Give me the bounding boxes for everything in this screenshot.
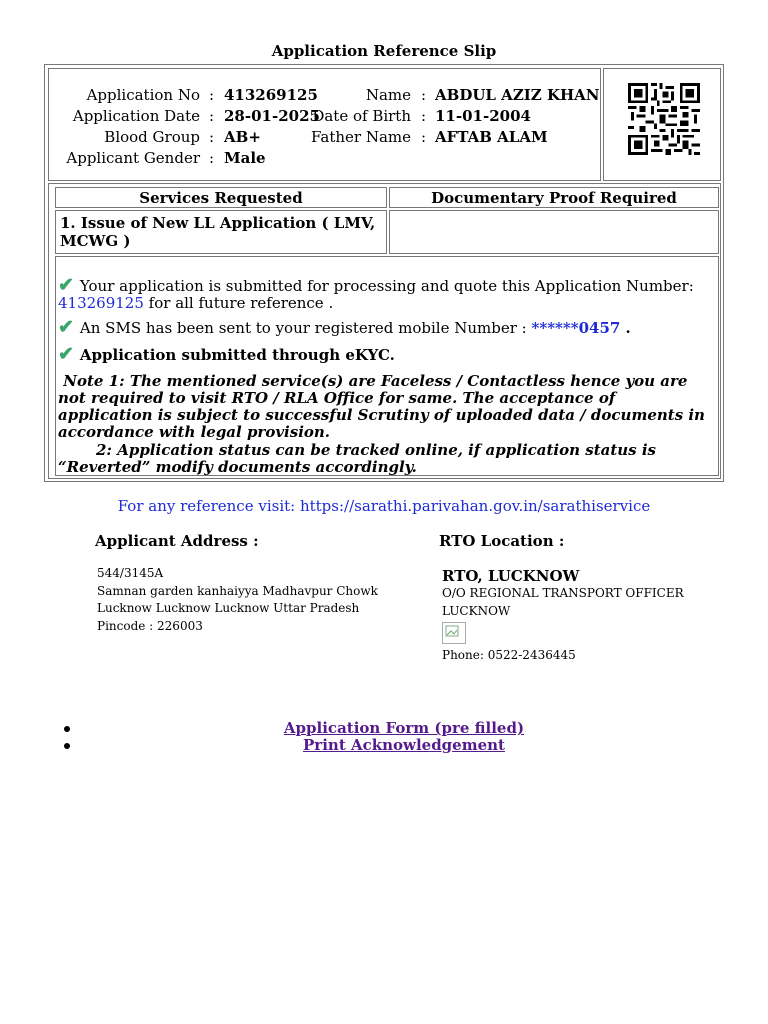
applicant-address-heading: Applicant Address :	[95, 532, 259, 550]
address-line: Samnan garden kanhaiyya Madhavpur Chowk	[97, 583, 378, 598]
address-line: 544/3145A	[97, 566, 164, 580]
note-text: Note 1: The mentioned service(s) are Faceless / Contactless hence you are not required to visit RTO / RLA Office for same. The acceptance of application is subject to successful Scrutiny of uploaded data / documents in accordance with legal provision.	[58, 372, 705, 441]
name-label: Name	[365, 86, 411, 104]
applicant-info	[48, 68, 601, 181]
message-text: An SMS has been sent to your registered mobile Number :	[79, 319, 532, 337]
page-title: Application Reference Slip	[271, 42, 497, 60]
broken-image-icon	[442, 622, 466, 644]
qr-code-icon	[628, 83, 700, 155]
app-date-value: 28-01-2025	[224, 107, 320, 125]
app-no-value: 413269125	[224, 86, 318, 104]
reference-slip-table	[44, 64, 724, 482]
dob-label: Date of Birth	[312, 107, 411, 125]
application-number: 413269125	[58, 294, 144, 312]
colon: :	[209, 149, 215, 167]
rto-city: LUCKNOW	[442, 603, 511, 618]
message-text: Application submitted through eKYC.	[79, 346, 395, 364]
rto-office-line: O/O REGIONAL TRANSPORT OFFICER	[442, 586, 684, 600]
address-line: Pincode : 226003	[97, 618, 203, 633]
list-item	[0, 737, 768, 754]
check-icon: ✔	[58, 274, 74, 296]
ekyc-message	[58, 343, 714, 365]
name-value: ABDUL AZIZ KHAN	[435, 86, 600, 104]
application-form-link[interactable]: Application Form (pre filled)	[283, 719, 525, 737]
reference-link-text: For any reference visit: https://sarathi.parivahan.gov.in/sarathiservice	[117, 497, 651, 515]
colon: :	[209, 128, 215, 146]
documentary-proof-header: Documentary Proof Required	[389, 187, 719, 208]
mobile-number: ******0457	[531, 319, 621, 337]
rto-name: RTO, LUCKNOW	[442, 567, 580, 585]
gender-label: Applicant Gender	[66, 149, 200, 167]
rto-location-heading: RTO Location :	[439, 532, 565, 550]
image-placeholder-icon	[443, 623, 465, 643]
note-1	[58, 373, 714, 441]
colon: :	[209, 107, 215, 125]
rto-office	[442, 585, 684, 620]
dob-value: 11-01-2004	[435, 107, 531, 125]
father-name-value: AFTAB ALAM	[435, 128, 548, 146]
note-text: 2: Application status can be tracked online, if application status is “Reverted” modify documents accordingly.	[58, 441, 656, 476]
services-requested-header: Services Requested	[55, 187, 387, 208]
father-name-label: Father Name	[310, 128, 411, 146]
address-line: Lucknow Lucknow Lucknow Uttar Pradesh	[97, 601, 360, 615]
message-box	[55, 256, 719, 476]
message-text: .	[620, 319, 631, 337]
colon: :	[421, 107, 427, 125]
check-icon: ✔	[58, 343, 74, 365]
service-item: 1. Issue of New LL Application ( LMV, MCWG )	[55, 210, 387, 254]
qr-code-cell	[603, 68, 721, 181]
blood-group-value: AB+	[224, 128, 261, 146]
blood-group-label: Blood Group	[104, 128, 200, 146]
services-table	[48, 183, 721, 479]
gender-value: Male	[224, 149, 266, 167]
colon: :	[209, 86, 215, 104]
message-text: Your application is submitted for processing and quote this Application Number:	[79, 277, 694, 295]
colon: :	[421, 128, 427, 146]
applicant-address	[97, 565, 378, 635]
app-no-label: Application No	[86, 86, 200, 104]
app-date-label: Application Date	[72, 107, 200, 125]
message-text: for all future reference .	[143, 294, 334, 312]
print-acknowledgement-link[interactable]: Print Acknowledgement	[303, 736, 505, 754]
check-icon: ✔	[58, 316, 74, 338]
sms-message	[58, 316, 714, 338]
note-2	[58, 442, 714, 476]
submission-message	[58, 274, 714, 312]
service-proof-cell	[389, 210, 719, 254]
links-list	[0, 720, 768, 754]
list-item	[0, 720, 768, 737]
colon: :	[421, 86, 427, 104]
rto-phone: Phone: 0522-2436445	[442, 648, 576, 662]
